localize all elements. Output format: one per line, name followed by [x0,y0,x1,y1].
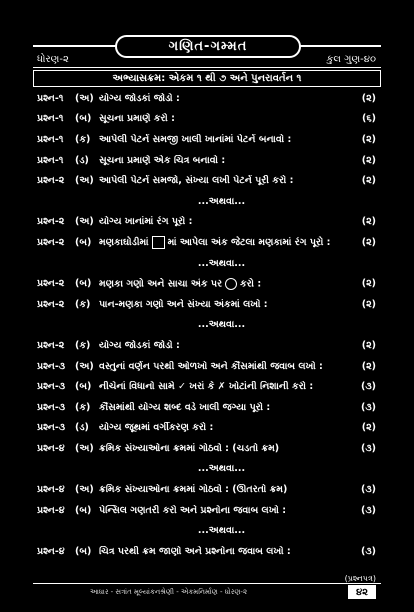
question-number: પ્રશ્ન-૨ [37,216,65,228]
question-marks: (૨) [361,298,376,310]
question-number: પ્રશ્ન-૪ [37,545,65,557]
or-separator [37,253,376,274]
question-row [37,294,376,315]
question-number: પ્રશ્ન-૨ [37,298,65,310]
question-row [37,397,376,418]
footer-text: આધાર - સત્રાંત મૂલ્યાંકનશ્રેણી - એકમનિર્માણ - ધોરણ-૨ [90,588,248,596]
question-row [37,109,376,130]
question-sub-label: (બ) [75,113,92,125]
question-row [37,500,376,521]
question-marks: (૩) [360,484,376,496]
question-number: પ્રશ્ન-૪ [37,484,65,496]
question-text-before: મણકાઘોડીમાં [99,236,149,248]
question-number: પ્રશ્ન-૨ [37,236,65,248]
question-marks: (૨) [361,92,376,104]
question-sub-label: (અ) [75,484,94,496]
question-number: પ્રશ્ન-૪ [37,504,65,516]
question-text-before: મણકા ગણો અને સાચા અંક પર [99,278,223,290]
question-text: પેન્સિલ ગણતરી કરો અને પ્રશ્નોના જવાબ લખો : [99,504,287,516]
question-text [99,236,352,249]
question-sub-label: (બ) [75,504,92,516]
question-text: યોગ્ય જોડકાં જોડો : [99,339,180,351]
or-text: ...અથવા... [197,195,246,207]
question-sub-label: (અ) [75,360,94,372]
question-number: પ્રશ્ન-૩ [37,422,66,434]
title-rule-left [33,45,117,47]
question-text: પાન-મણકા ગણો અને સંખ્યા અંકમાં લખો : [99,298,268,310]
or-text: ...અથવા... [197,525,246,537]
question-marks: (૩) [360,545,376,557]
question-sub-label: (ક) [75,133,91,145]
question-number: પ્રશ્ન-૨ [37,339,65,351]
question-number: પ્રશ્ન-૩ [37,381,66,393]
question-number: પ્રશ્ન-૧ [37,92,64,104]
question-row [37,150,376,171]
question-sub-label: (અ) [75,175,94,187]
question-sub-label: (બ) [75,381,92,393]
question-text: વસ્તુનાં વર્ણન પરથી ઓળખો અને કૌંસમાંથી જવાબ લખો : [99,360,323,372]
question-text: ક્રમિક સંખ્યાઓના ક્રમમાં ગોઠવો : (ઊતરતો ક્રમ) [99,484,288,496]
question-marks: (૨) [361,339,376,351]
question-text: સૂચના પ્રમાણે કરો : [99,113,175,125]
question-row [37,376,376,397]
or-separator [37,459,376,480]
or-separator [37,191,376,212]
total-marks-label: કુલ ગુણ-૪૦ [326,54,376,65]
question-marks: (૨) [361,216,376,228]
question-marks: (૩) [360,504,376,516]
question-sub-label: (ક) [75,401,91,413]
question-marks: (૨) [361,175,376,187]
question-row [37,129,376,150]
question-sub-label: (ક) [75,339,91,351]
page-title: ગણિત-ગમ્મત [115,35,301,58]
question-row [37,479,376,500]
or-separator [37,520,376,541]
footer-divider [33,583,381,584]
question-row [37,418,376,439]
or-separator [37,315,376,336]
question-number: પ્રશ્ન-૧ [37,133,64,145]
circle-icon [225,278,237,290]
question-marks: (૨) [361,154,376,166]
question-text-after: કરો : [240,278,262,290]
question-text: ચિત્ર પરથી ક્રમ જાણો અને પ્રશ્નોના જવાબ લખો : [99,545,291,557]
question-text: આપેલી પેટર્ન સમજી ખાલી ખાનાંમાં પેટર્ન બનાવો : [99,133,292,145]
or-text: ...અથવા... [197,319,246,331]
question-sub-label: (અ) [75,216,94,228]
question-row [37,541,376,562]
header-divider [33,67,381,68]
question-marks: (૬) [361,113,376,125]
question-text: યોગ્ય જોડકાં જોડો : [99,92,180,104]
question-sub-label: (બ) [75,545,92,557]
question-sub-label: (ડ) [75,422,89,434]
question-marks: (૨) [361,236,376,248]
question-row [37,88,376,109]
question-text-after: માં આપેલા અંક જેટલા મણકામાં રંગ પૂરો : [167,236,331,248]
question-marks: (૩) [360,401,376,413]
question-row [37,212,376,233]
question-text: ક્રમિક સંખ્યાઓના ક્રમમાં ગોઠવો : (ચડતો ક્રમ) [99,442,280,454]
question-number: પ્રશ્ન-૧ [37,154,64,166]
question-number: પ્રશ્ન-૧ [37,113,64,125]
question-text [99,278,352,290]
question-number: પ્રશ્ન-૪ [37,442,65,454]
syllabus-box: અભ્યાસક્રમ: એકમ ૧ થી ૭ અને પુનરાવર્તન ૧ [33,70,381,87]
question-row [37,170,376,191]
square-box-icon [152,236,165,249]
question-text: યોગ્ય ખાનાંમાં રંગ પૂરો : [99,216,193,228]
question-number: પ્રશ્ન-૨ [37,175,65,187]
question-number: પ્રશ્ન-૩ [37,360,66,372]
question-sub-label: (ડ) [75,154,89,166]
question-row [37,356,376,377]
question-marks: (૨) [361,422,376,434]
question-text: નીચેનાં વિધાનો સામે ✓ ખરાં કે ✗ ખોટાંની નિશાની કરો : [99,381,314,393]
question-list [37,88,376,562]
question-marks: (૨) [361,278,376,290]
question-text: યોગ્ય જૂથમાં વર્ગીકરણ કરો : [99,422,214,434]
question-row [37,273,376,294]
question-sub-label: (અ) [75,92,94,104]
question-row [37,232,376,253]
question-marks: (૨) [361,360,376,372]
or-text: ...અથવા... [197,257,246,269]
question-sub-label: (બ) [75,236,92,248]
question-marks: (૩) [360,442,376,454]
question-marks: (૩) [360,381,376,393]
question-text: સૂચના પ્રમાણે એક ચિત્ર બનાવો : [99,154,226,166]
question-sub-label: (બ) [75,278,92,290]
question-marks: (૨) [361,133,376,145]
question-number: પ્રશ્ન-૨ [37,278,65,290]
question-text: આપેલી પેટર્ન સમજો, સંખ્યા લખી પેટર્ન પૂરી કરો : [99,175,294,187]
question-row [37,335,376,356]
question-sub-label: (અ) [75,442,94,454]
page-tag: (પ્રશ્નપત્ર) [344,574,376,583]
page-number: ૪૨ [348,585,376,599]
or-text: ...અથવા... [197,463,246,475]
question-sub-label: (ક) [75,298,91,310]
question-number: પ્રશ્ન-૩ [37,401,66,413]
title-rule-right [299,45,381,47]
standard-label: ધોરણ-૨ [37,54,69,65]
question-text: કૌંસમાંથી યોગ્ય શબ્દ વડે ખાલી જગ્યા પૂરો : [99,401,271,413]
question-row [37,438,376,459]
